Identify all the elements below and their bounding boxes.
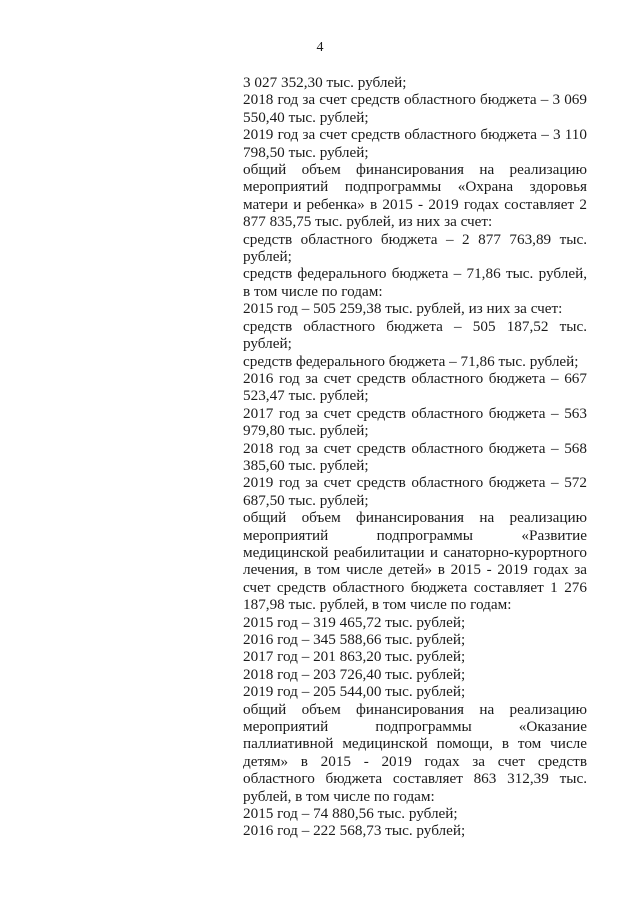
paragraph: общий объем финансирования на реализацию мероприятий подпрограммы «Оказание паллиативной медицинской помощи, в том числе детям» в 2015 - 2019 годах за счет средств областного бюджета составляет 863 312,39 тыс. рублей, в том числе по годам: [243, 700, 587, 805]
paragraph: 2019 год за счет средств областного бюджета – 3 110 798,50 тыс. рублей; [243, 126, 587, 161]
paragraph: 2019 год за счет средств областного бюджета – 572 687,50 тыс. рублей; [243, 474, 587, 509]
paragraph: общий объем финансирования на реализацию мероприятий подпрограммы «Развитие медицинской реабилитации и санаторно-курортного лечения, в том числе детей» в 2015 - 2019 годах за счет средств областного бюджета составляет 1 276 187,98 тыс. рублей, в том числе по годам: [243, 509, 587, 614]
paragraph: 2018 год за счет средств областного бюджета – 568 385,60 тыс. рублей; [243, 439, 587, 474]
document-body [243, 74, 587, 840]
paragraph: 2018 год – 203 726,40 тыс. рублей; [243, 665, 466, 683]
paragraph: 2016 год за счет средств областного бюджета – 667 523,47 тыс. рублей; [243, 369, 587, 405]
paragraph: 2017 год – 201 863,20 тыс. рублей; [243, 648, 466, 666]
paragraph: 2017 год за счет средств областного бюджета – 563 979,80 тыс. рублей; [243, 404, 587, 440]
paragraph: 2015 год – 319 465,72 тыс. рублей; [243, 613, 466, 631]
paragraph: 2019 год – 205 544,00 тыс. рублей; [243, 683, 466, 701]
page-number: 4 [316, 40, 324, 55]
paragraph: 2016 год – 222 568,73 тыс. рублей; [243, 822, 466, 840]
paragraph: 2018 год за счет средств областного бюджета – 3 069 550,40 тыс. рублей; [243, 91, 587, 126]
paragraph: средств областного бюджета – 505 187,52 тыс. рублей; [243, 317, 587, 353]
paragraph: 2015 год – 74 880,56 тыс. рублей; [243, 805, 458, 823]
paragraph: 3 027 352,30 тыс. рублей; [243, 74, 407, 91]
paragraph: средств федерального бюджета – 71,86 тыс. рублей; [243, 352, 579, 370]
paragraph: 2016 год – 345 588,66 тыс. рублей; [243, 631, 466, 648]
paragraph: средств областного бюджета – 2 877 763,89 тыс. рублей; [243, 230, 587, 266]
paragraph: общий объем финансирования на реализацию мероприятий подпрограммы «Охрана здоровья матери и ребенка» в 2015 - 2019 годах составляет 2 877 835,75 тыс. рублей, из них за счет: [243, 161, 587, 231]
paragraph: средств федерального бюджета – 71,86 тыс. рублей, в том числе по годам: [243, 265, 587, 300]
paragraph: 2015 год – 505 259,38 тыс. рублей, из них за счет: [243, 300, 563, 318]
